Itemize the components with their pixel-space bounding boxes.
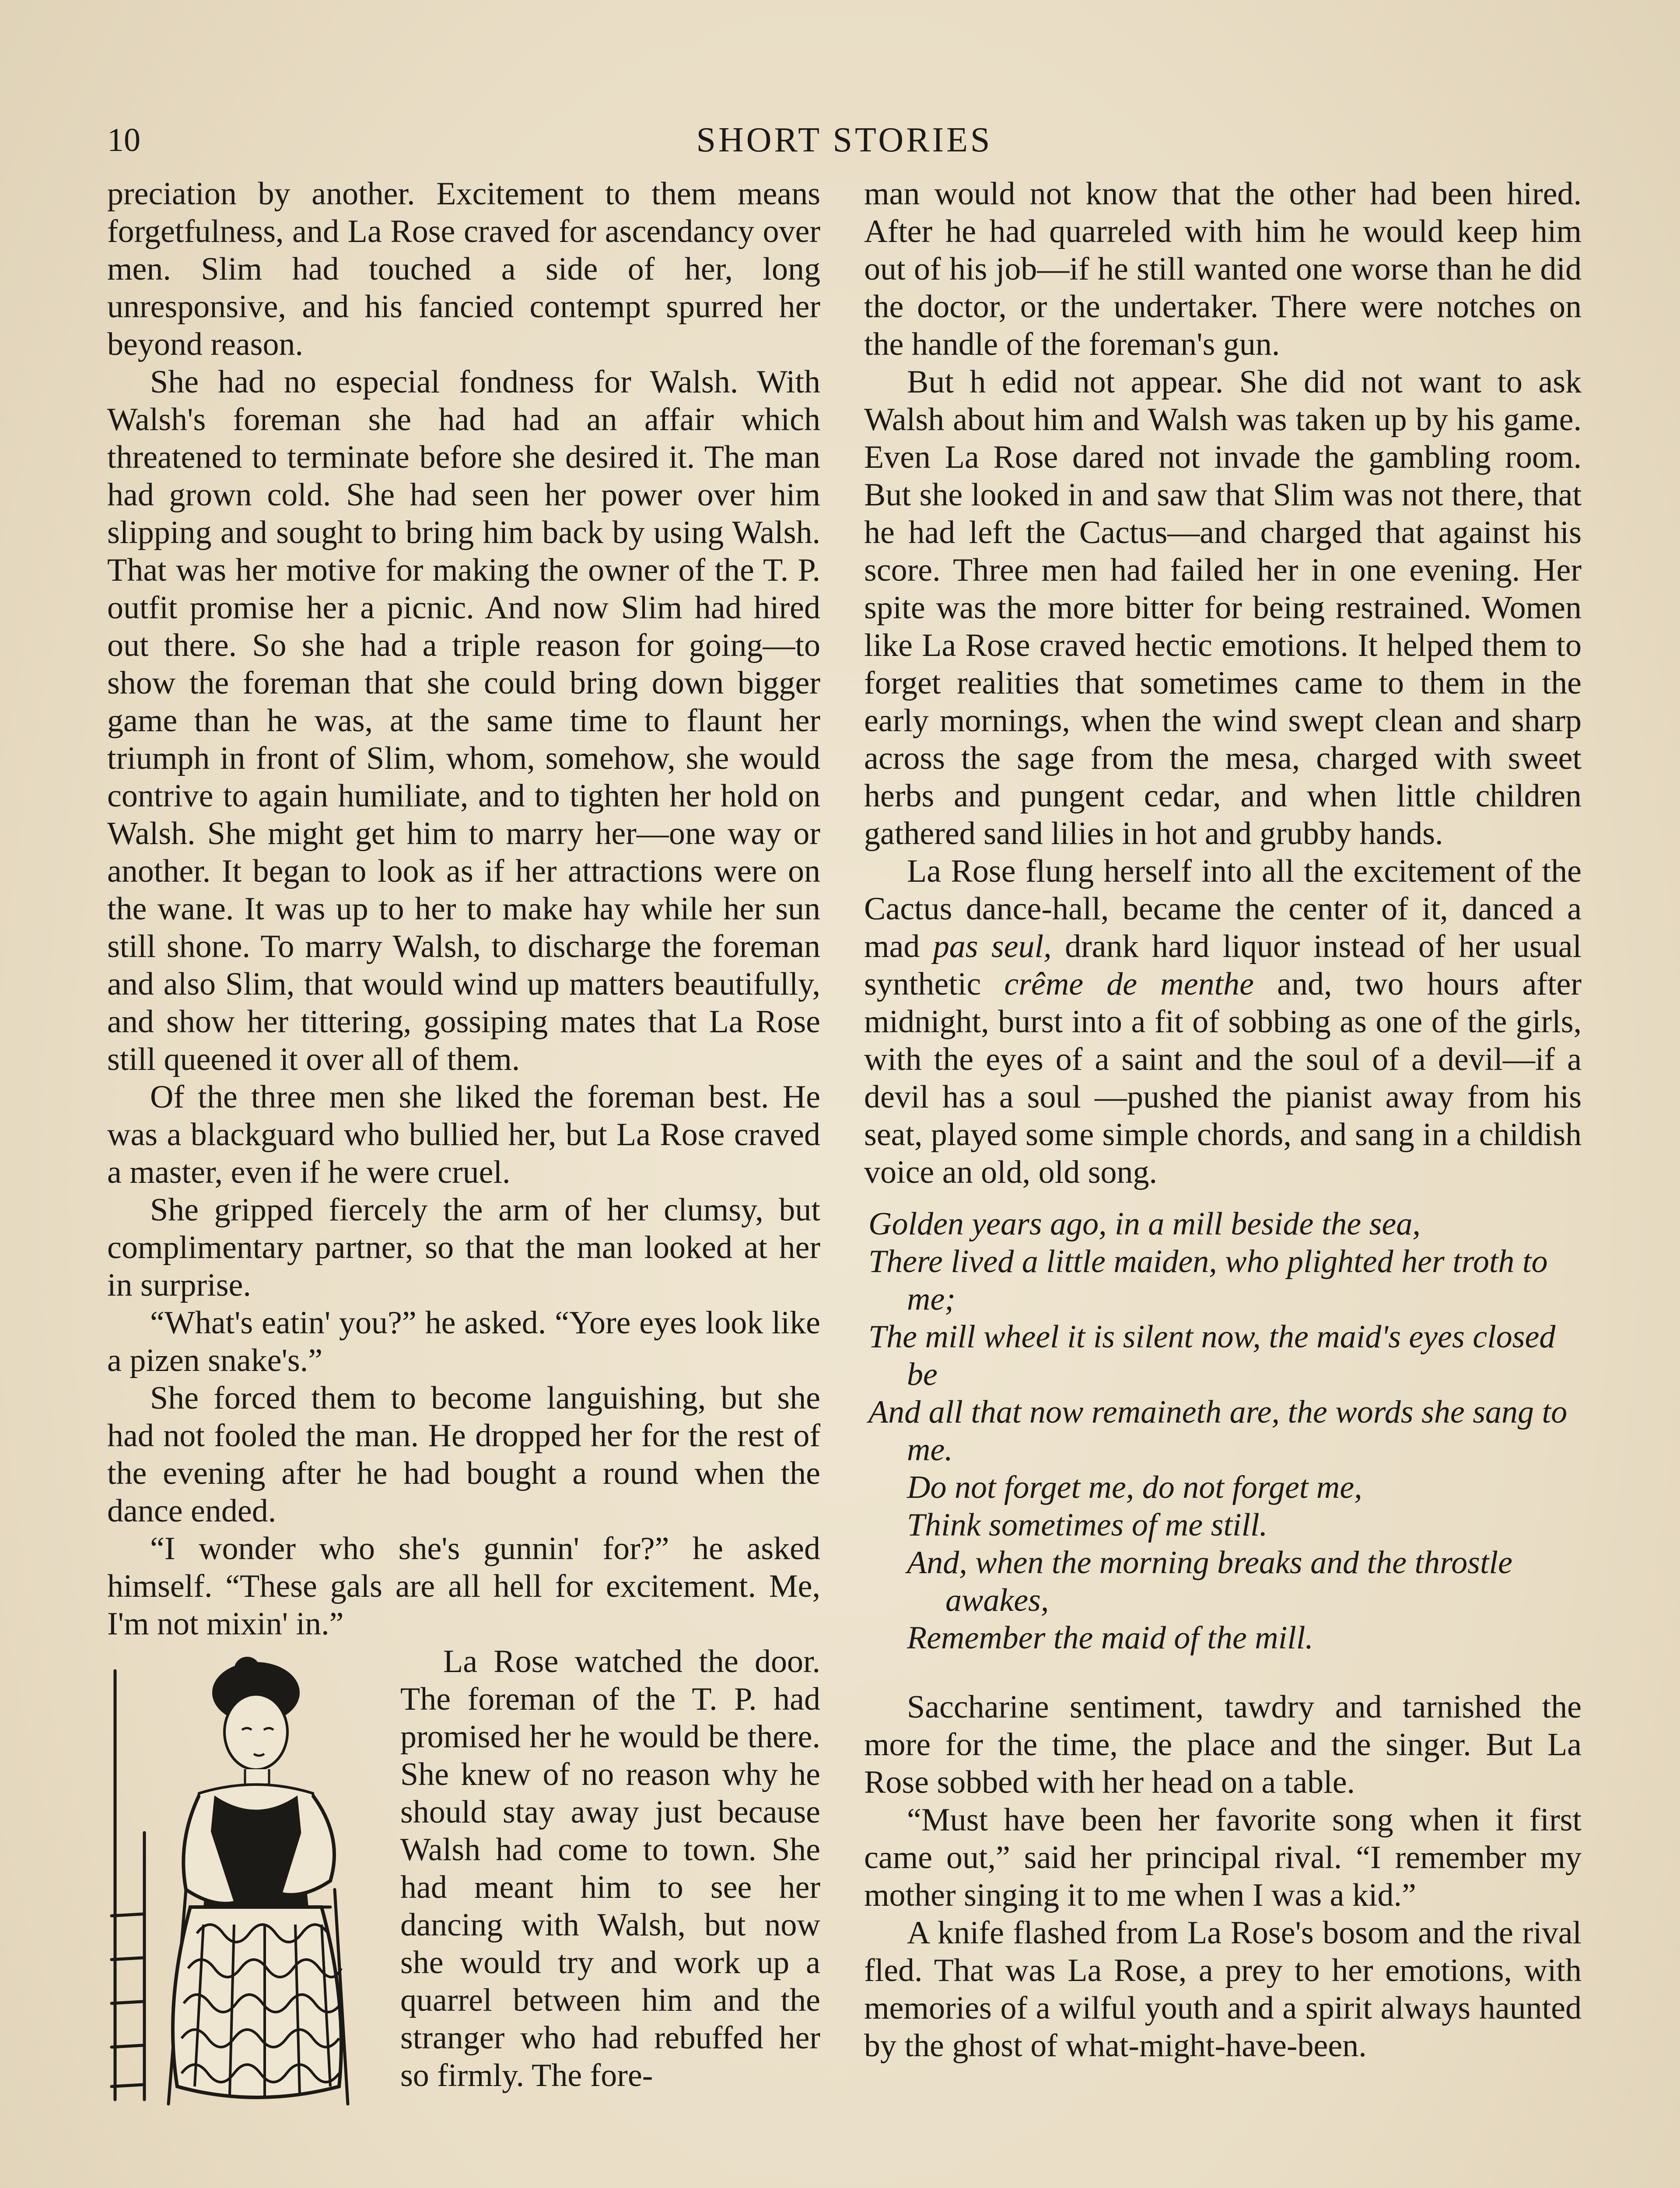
paragraph: A knife flashed from La Rose's bosom and the rival fled. That was La Rose, a prey to her emotions, with memories of a wilful youth and a spirit always haunted by the ghost of what-might-have-been. — [864, 1915, 1582, 2064]
left-column — [107, 175, 820, 2115]
paragraph: “What's eatin' you?” he asked. “Yore eyes look like a pizen snake's.” — [107, 1305, 820, 1378]
text-run: La Rose flung herself into all the excitement of the Cactus dance-hall, became the center of it, danced a mad — [864, 853, 1582, 964]
page-number: 10 — [107, 122, 140, 158]
paragraph: But h edid not appear. She did not want to ask Walsh about him and Walsh was taken up by his game. Even La Rose dared not invade the gambling room. But she looked in and saw that Slim was not there, that he had left the Cactus—and charged that against his score. Three men had failed her in one evening. Her spite was the more bitter for being restrained. Women like La Rose craved hectic emotions. It helped them to forget realities that sometimes came to them in the early mornings, when the wind swept clean and sharp across the sage from the mesa, charged with sweet herbs and pungent cedar, and when little children gathered sand lilies in hot and grubby hands. — [864, 364, 1582, 852]
italic-phrase: pas seul, — [933, 929, 1052, 964]
paragraph: “Must have been her favorite song when it first came out,” said her principal rival. “I remember my mother singing it to me when I was a kid.” — [864, 1802, 1582, 1913]
paragraph: She had no especial fondness for Walsh. With Walsh's foreman she had had an affair which threatened to terminate before she desired it. The man had grown cold. She had seen her power over him slipping and sought to bring him back by using Walsh. That was her motive for making the owner of the T. P. outfit promise her a picnic. And now Slim had hired out there. So she had a triple reason for going—to show the foreman that she could bring down bigger game than he was, at the same time to flaunt her triumph in front of Slim, whom, somehow, she would contrive to again humiliate, and to tighten her hold on Walsh. She might get him to marry her—one way or another. It began to look as if her attractions were on the wane. It was up to her to make hay while her sun still shone. To marry Walsh, to discharge the foreman and also Slim, that would wind up matters beautifully, and show her tittering, gossiping mates that La Rose still queened it over all of them. — [107, 364, 820, 1077]
poem-line: And all that now remaineth are, the words she sang to me. — [868, 1394, 1568, 1468]
italic-phrase: crême de menthe — [1004, 966, 1254, 1002]
poem-line: There lived a little maiden, who plighted her troth to me; — [868, 1244, 1548, 1317]
running-head: SHORT STORIES — [696, 121, 993, 159]
paragraph — [864, 852, 1582, 1191]
page-header — [107, 116, 1582, 164]
poem-line: Think sometimes of me still. — [907, 1507, 1268, 1543]
text-run: and, two hours after midnight, burst into a fit of sobbing as one of the girls, with the eyes of a saint and the soul of a devil—if a devil has a soul —pushed the pianist away from his seat, played some simple chords, and sang in a childish voice an old, old song. — [864, 966, 1582, 1190]
paragraph: She forced them to become languishing, but she had not fooled the man. He dropped her for the rest of the evening after he had bought a round when the dance ended. — [107, 1380, 820, 1529]
text-run: drank hard liquor instead of her usual synthetic — [864, 929, 1582, 1002]
poem-line: Golden years ago, in a mill beside the sea, — [868, 1206, 1421, 1242]
paragraph: Of the three men she liked the foreman best. He was a blackguard who bullied her, but La Rose craved a master, even if he were cruel. — [107, 1079, 820, 1190]
poem-line: And, when the morning breaks and the throstle awakes, — [907, 1545, 1512, 1618]
poem-line: The mill wheel it is silent now, the maid's eyes closed be — [868, 1319, 1556, 1392]
song-lyrics — [868, 1205, 1582, 1657]
paragraph: Saccharine sentiment, tawdry and tarnished the more for the time, the place and the singer. But La Rose sobbed with her head on a table. — [864, 1689, 1582, 1800]
paragraph: “I wonder who she's gunnin' for?” he asked himself. “These gals are all hell for excitement. Me, I'm not mixin' in.” — [107, 1531, 820, 1642]
paragraph: man would not know that the other had been hired. After he had quarreled with him he would keep him out of his job—if he still wanted one worse than he did the doctor, or the undertaker. There were notches on the handle of the foreman's gun. — [864, 176, 1582, 362]
poem-line: Remember the maid of the mill. — [907, 1620, 1313, 1656]
poem-line: Do not forget me, do not forget me, — [907, 1469, 1362, 1505]
paragraph: She gripped fiercely the arm of her clumsy, but complimentary partner, so that the man looked at her in surprise. — [107, 1192, 820, 1303]
seated-woman-illustration — [103, 1645, 387, 2113]
paragraph: La Rose watched the door. The foreman of the T. P. had promised her he would be there. She knew of no reason why he should stay away just because Walsh had come to town. She had meant him to see her dancing with Walsh, but now she would try and work up a quarrel between him and the stranger who had rebuffed her so firmly. The fore- — [400, 1644, 820, 2093]
right-column — [864, 175, 1582, 2065]
paragraph: preciation by another. Excitement to them means forgetfulness, and La Rose craved for ascendancy over men. Slim had touched a side of her, long unresponsive, and his fancied contempt spurred her beyond reason. — [107, 176, 820, 362]
